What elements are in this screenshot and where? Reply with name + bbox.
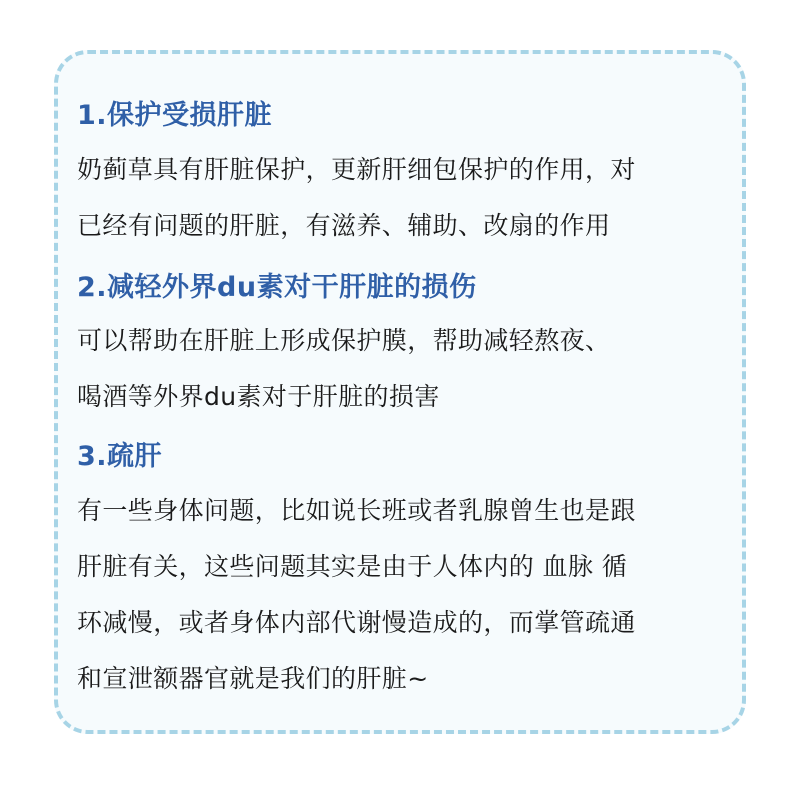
section-3-line-4: 和宣泄额器官就是我们的肝脏~ — [77, 664, 429, 693]
section-2-line-1: 可以帮助在肝脏上形成保护膜，帮助减轻熬夜、 — [77, 326, 611, 355]
section-3-heading: 3.疏肝 — [77, 441, 163, 472]
section-3-line-2: 肝脏有关，这些问题其实是由于人体内的 血脉 循 — [77, 552, 628, 581]
section-3-line-3: 环减慢，或者身体内部代谢慢造成的，而掌管疏通 — [77, 608, 636, 637]
section-1-heading: 1.保护受损肝脏 — [77, 100, 273, 131]
section-1-line-1: 奶蓟草具有肝脏保护，更新肝细包保护的作用，对 — [77, 155, 636, 184]
section-2-heading: 2.减轻外界du素对干肝脏的损伤 — [77, 272, 477, 303]
section-2-line-2: 喝酒等外界du素对于肝脏的损害 — [77, 382, 440, 411]
section-1-line-2: 已经有问题的肝脏，有滋养、辅助、改扇的作用 — [77, 211, 611, 240]
section-3-line-1: 有一些身体问题，比如说长班或者乳腺曾生也是跟 — [77, 496, 636, 525]
